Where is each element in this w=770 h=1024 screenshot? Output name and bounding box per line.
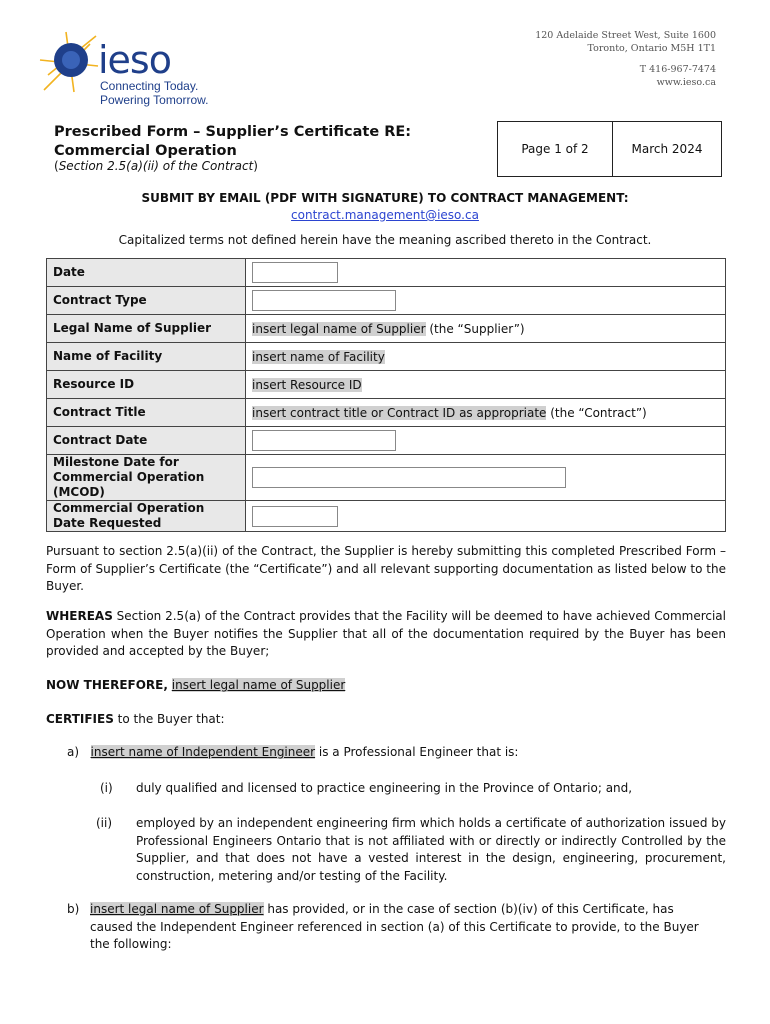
milestone-label-line-3: (MCOD) <box>53 485 105 499</box>
date-input[interactable] <box>252 262 338 283</box>
clause-b <box>90 901 720 954</box>
legal-name-input[interactable]: insert legal name of Supplier <box>252 321 426 336</box>
whereas-paragraph <box>46 608 726 661</box>
address-line-1: 120 Adelaide Street West, Suite 1600 <box>535 30 716 41</box>
clause-i-label: (i) <box>100 781 113 795</box>
cod-requested-line-1: Commercial Operation <box>53 501 205 515</box>
capitalized-terms-note: Capitalized terms not defined herein have the meaning ascribed thereto in the Contract. <box>118 233 652 247</box>
certifies-text: to the Buyer that: <box>113 712 225 726</box>
milestone-date-label <box>47 455 246 501</box>
certifies-lead: CERTIFIES <box>46 712 114 726</box>
clause-a-text: is a Professional Engineer that is: <box>315 745 519 759</box>
clause-i-text: duly qualified and licensed to practice engineering in the Province of Ontario; and, <box>136 781 633 795</box>
date-label: Date <box>47 259 246 287</box>
milestone-label-line-1: Milestone Date for <box>53 455 179 469</box>
form-title-line-1: Prescribed Form – Supplier’s Certificate RE: <box>54 124 412 140</box>
page-info-table <box>497 121 722 177</box>
clause-ii-label: (ii) <box>96 816 113 830</box>
cod-requested-input[interactable] <box>252 506 338 527</box>
table-row <box>47 501 726 532</box>
clause-a <box>67 745 518 759</box>
address-line-2: Toronto, Ontario M5H 1T1 <box>587 43 716 54</box>
cod-requested-line-2: Date Requested <box>53 516 162 530</box>
contract-date-input[interactable] <box>252 430 396 451</box>
table-row <box>47 371 726 399</box>
resource-id-label: Resource ID <box>47 371 246 399</box>
contract-title-input[interactable]: insert contract title or Contract ID as appropriate <box>252 405 547 420</box>
facility-label: Name of Facility <box>47 343 246 371</box>
clause-b-supplier-field[interactable]: insert legal name of Supplier <box>90 902 264 916</box>
now-therefore-lead: NOW THEREFORE, <box>46 678 168 692</box>
tagline-line-2: Powering Tomorrow. <box>100 93 209 107</box>
table-row <box>47 287 726 315</box>
table-row <box>47 315 726 343</box>
contract-date-label: Contract Date <box>47 427 246 455</box>
table-row <box>47 399 726 427</box>
form-date: March 2024 <box>613 122 722 177</box>
clause-ii-text: employed by an independent engineering firm which holds a certificate of authorization issued by Professional Engineers Ontario that is not affiliated with or directly or indirectly Controlled by the Supplier, and that does not have a vested interest in the design, engineering, procurement, construction, metering and/or testing of the Facility. <box>136 816 726 883</box>
pursuant-paragraph: Pursuant to section 2.5(a)(ii) of the Contract, the Supplier is hereby submitting this completed Prescribed Form – Form of Supplier’s Certificate (the “Certificate”) and all relevant supporting documentation as listed below to the Buyer. <box>46 544 726 593</box>
clause-b-text: has provided, or in the case of section (b)(iv) of this Certificate, has caused the Independent Engineer referenced in section (a) of this Certificate to provide, to the Buyer the following: <box>90 902 699 951</box>
form-title <box>54 123 494 161</box>
tagline-line-1: Connecting Today. <box>100 79 199 93</box>
contract-title-suffix: (the “Contract”) <box>546 405 647 420</box>
certifies-line <box>46 711 726 729</box>
clause-b-label: b) <box>67 902 80 916</box>
now-therefore-line <box>46 677 726 695</box>
cod-requested-label <box>47 501 246 532</box>
logo-wordmark: ieso <box>98 38 171 82</box>
legal-name-label: Legal Name of Supplier <box>47 315 246 343</box>
address-block <box>535 29 716 89</box>
contract-type-input[interactable] <box>252 290 396 311</box>
now-therefore-supplier-field[interactable]: insert legal name of Supplier <box>171 678 346 692</box>
form-title-line-2: Commercial Operation <box>54 143 237 159</box>
whereas-lead: WHEREAS <box>46 609 113 623</box>
phone: T 416-967-7474 <box>639 64 716 75</box>
resource-id-input[interactable]: insert Resource ID <box>252 377 362 392</box>
facility-input[interactable]: insert name of Facility <box>252 349 385 364</box>
milestone-date-input[interactable] <box>252 467 566 488</box>
section-reference-text: Section 2.5(a)(ii) of the Contract <box>58 159 254 173</box>
whereas-text: Section 2.5(a) of the Contract provides that the Facility will be deemed to have achieved Commercial Operation when the Buyer notifies the Supplier that all of the documentation required by the Buyer has been provided and accepted by the Buyer; <box>46 609 726 658</box>
table-row <box>47 455 726 501</box>
table-row <box>47 259 726 287</box>
contract-title-label: Contract Title <box>47 399 246 427</box>
milestone-label-line-2: Commercial Operation <box>53 470 205 484</box>
table-row <box>47 427 726 455</box>
supplier-info-table <box>46 258 726 532</box>
page-number: Page 1 of 2 <box>498 122 613 177</box>
section-reference: (Section 2.5(a)(ii) of the Contract) <box>54 159 258 173</box>
submit-email-link[interactable]: contract.management@ieso.ca <box>291 208 479 222</box>
contract-type-label: Contract Type <box>47 287 246 315</box>
website: www.ieso.ca <box>656 77 716 88</box>
clause-a-label: a) <box>67 745 80 759</box>
submit-instruction: SUBMIT BY EMAIL (PDF WITH SIGNATURE) TO CONTRACT MANAGEMENT: <box>141 191 629 205</box>
independent-engineer-field[interactable]: insert name of Independent Engineer <box>90 745 316 759</box>
table-row <box>47 343 726 371</box>
legal-name-suffix: (the “Supplier”) <box>425 321 525 336</box>
